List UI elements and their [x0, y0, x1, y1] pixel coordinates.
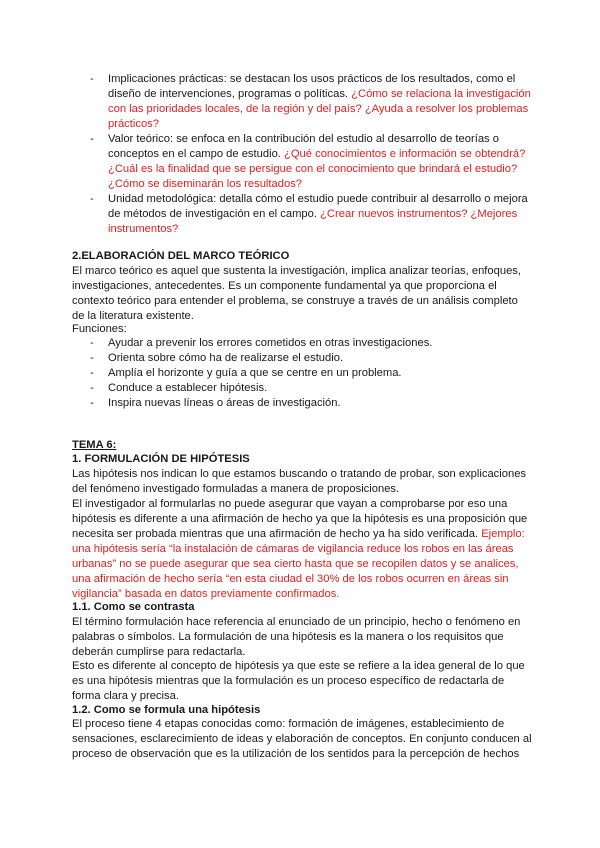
section2-paragraph: El marco teórico es aquel que sustenta la investigación, implica analizar teorías, enfoques, investigaciones, antecedentes. Es un componente fundamental ya que proporciona el contexto teórico para entender el problema, se construye a través de un análisis completo de la literatura existente. [72, 265, 521, 322]
subsection-1-1-p1: El término formulación hace referencia al enunciado de un principio, hecho o fenómeno en palabras o símbolos. La formulación de una hipótesis es la manera o los requisitos que deberán cumplirse para redactarla. [72, 616, 521, 658]
hypothesis-p1: Las hipótesis nos indican lo que estamos buscando o tratando de probar, son explicaciones del fenómeno investigado formuladas a manera de proposiciones. [72, 468, 527, 495]
functions-label: Funciones: [72, 323, 127, 335]
list-item: - Conduce a establecer hipótesis. [72, 381, 532, 396]
list-item-implicaciones: - Implicaciones prácticas: se destacan los usos prácticos de los resultados, como el diseño de intervenciones, programas o políticas. ¿Cómo se relaciona la investigación con las prioridades locales, de la región y del país? ¿Ayuda a resolver los problemas prácticos? [72, 72, 532, 132]
list-item-valor-teorico: - Valor teórico: se enfoca en la contribución del estudio al desarrollo de teorías o conceptos en el campo de estudio. ¿Qué conocimientos e información se obtendrá? ¿Cuál es la finalidad que se persigue con el conocimiento que brindará el estudio? ¿Cómo se diseminarán los resultados? [72, 132, 532, 192]
red-question-text: ¿Qué conocimientos e información se obtendrá? ¿Cuál es la finalidad que se persigue con el conocimiento que brindará el estudio? ¿Cómo se diseminarán los resultados? [108, 148, 526, 190]
list-item: - Orienta sobre cómo ha de realizarse el estudio. [72, 351, 532, 366]
subsection-1-2-heading: 1.2. Como se formula una hipótesis [72, 704, 261, 716]
top-bullet-list [72, 72, 532, 237]
subsection-1-1-heading: 1.1. Como se contrasta [72, 601, 195, 613]
example-text: Ejemplo: una hipótesis sería “la instalación de cámaras de vigilancia reduce los robos en las áreas urbanas” no se puede asegurar que sea cierto hasta que se recopilen datos y se analices, una afirmación de hecho sería “en esta ciudad el 30% de los robos ocurren en áreas sin vigilancia” basada en datos previamente confirmados. [72, 528, 525, 600]
list-item: - Amplía el horizonte y guía a que se centre en un problema. [72, 366, 532, 381]
list-item-unidad-metodologica: - Unidad metodológica: detalla cómo el estudio puede contribuir al desarrollo o mejora de métodos de investigación en el campo. ¿Crear nuevos instrumentos? ¿Mejores instrumentos? [72, 192, 532, 237]
functions-list [72, 336, 532, 411]
subsection-1-1-p2: Esto es diferente al concepto de hipótesis ya que este se refiere a la idea general de lo que es una hipótesis mientras que la formulación es un proceso específico de redactarla de forma clara y precisa. [72, 660, 525, 702]
subsection-1-2-p1: El proceso tiene 4 etapas conocidas como: formación de imágenes, establecimiento de sensaciones, esclarecimiento de ideas y elaboración de conceptos. En conjunto conducen al proceso de observación que es la utilización de los sentidos para la percepción de hechos [72, 718, 532, 760]
hypothesis-heading: 1. FORMULACIÓN DE HIPÓTESIS [72, 453, 250, 465]
red-question-text: ¿Crear nuevos instrumentos? ¿Mejores instrumentos? [108, 208, 518, 235]
hypothesis-p2: El investigador al formularlas no puede asegurar que vayan a comprobarse por eso una hipótesis es diferente a una afirmación de hecho ya que la hipótesis es una proposición que necesita ser probada mientras que una afirmación de hecho ya ha sido verificada. Ejemplo: una hipótesis sería “la instalación de cámaras de vigilancia reduce los robos en las áreas urbanas” no se puede asegurar que sea cierto hasta que se recopilen datos y se analices, una afirmación de hecho sería “en esta ciudad el 30% de los robos ocurren en áreas sin vigilancia” basada en datos previamente confirmados. [72, 498, 528, 600]
section2-heading: 2.ELABORACIÓN DEL MARCO TEÓRICO [72, 250, 290, 262]
tema-title: TEMA 6: [72, 439, 117, 451]
list-item: - Inspira nuevas líneas o áreas de investigación. [72, 396, 532, 411]
list-item: - Ayudar a prevenir los errores cometidos en otras investigaciones. [72, 336, 532, 351]
red-question-text: ¿Cómo se relaciona la investigación con las prioridades locales, de la región y del país? ¿Ayuda a resolver los problemas prácticos? [108, 88, 531, 130]
